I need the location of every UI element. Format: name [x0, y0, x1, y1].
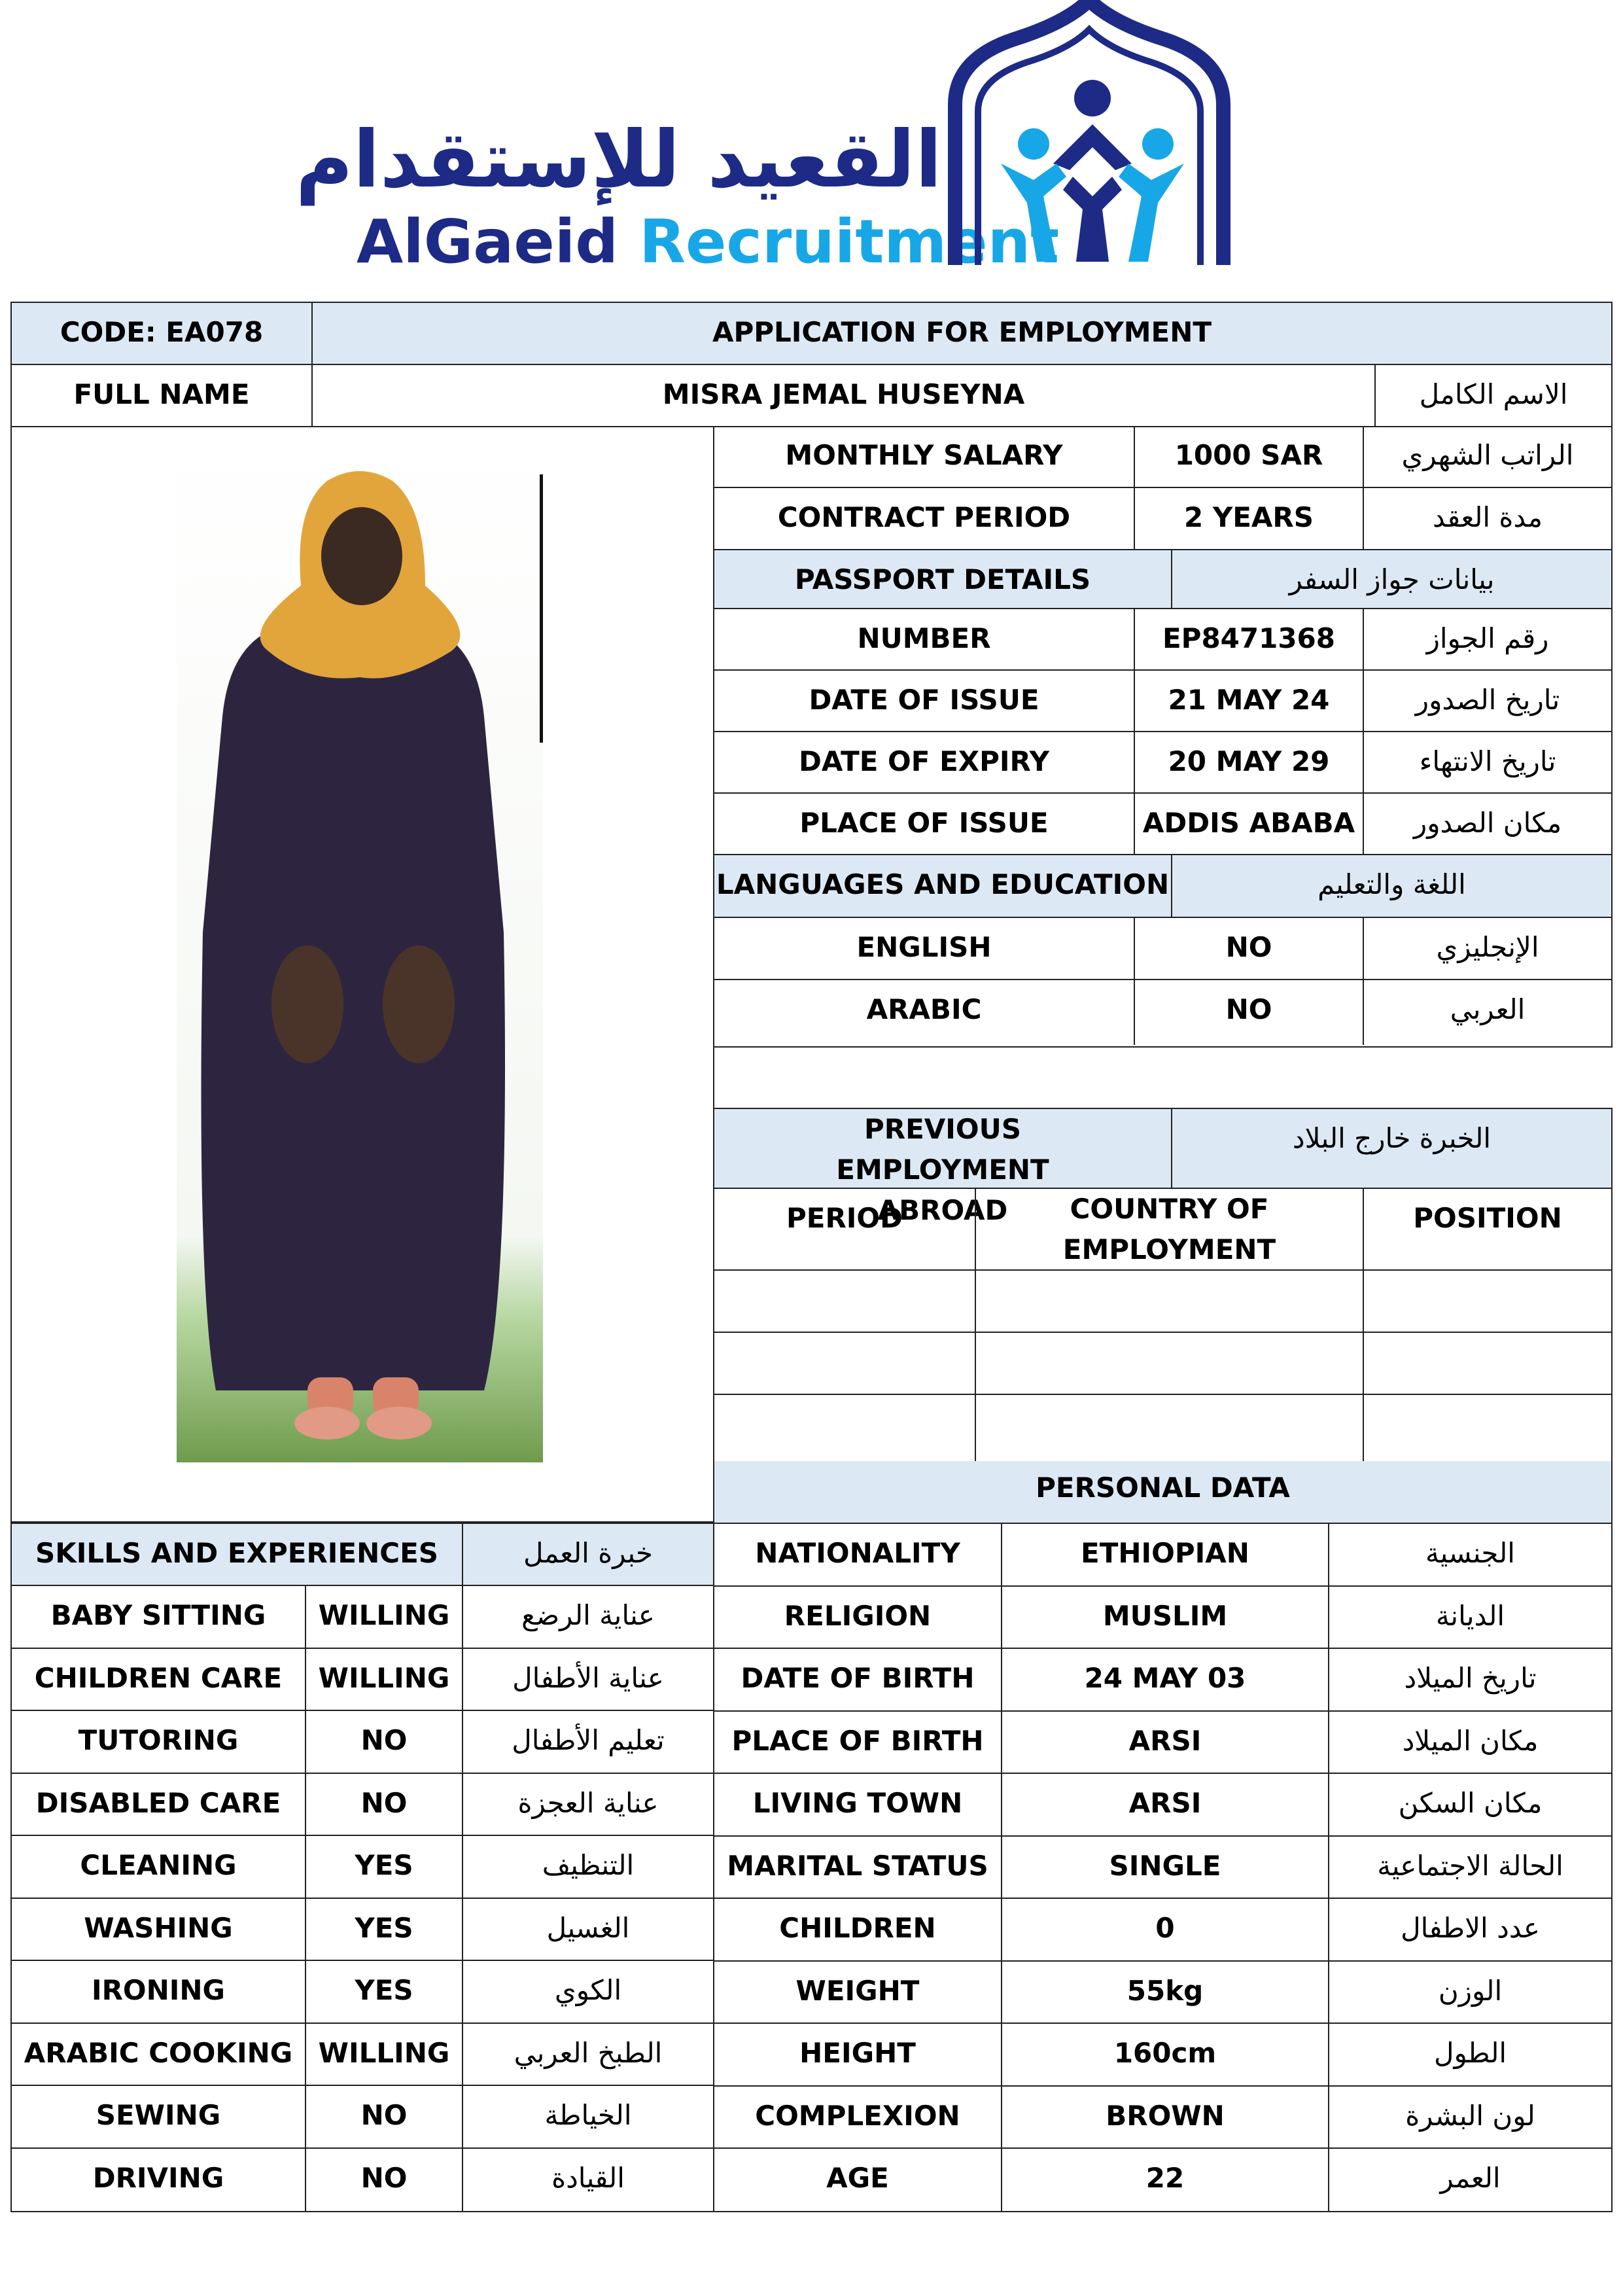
- contract-period-value: 2 YEARS: [1135, 488, 1364, 550]
- previous-employment-table: [713, 1108, 1613, 1462]
- previous-employment-heading: PREVIOUS EMPLOYMENT ABROAD: [714, 1109, 1172, 1189]
- date-of-issue-ar: تاريخ الصدور: [1364, 671, 1611, 732]
- skills-row-value: NO: [306, 2086, 463, 2149]
- personal-row-value: 160cm: [1002, 2024, 1329, 2087]
- personal-row-ar: عدد الاطفال: [1329, 1899, 1611, 1962]
- passport-number-value: EP8471368: [1135, 609, 1364, 671]
- personal-row-label: PLACE OF BIRTH: [714, 1712, 1002, 1775]
- skills-row-value: NO: [306, 1711, 463, 1774]
- employment-row-2-country: [976, 1333, 1364, 1395]
- personal-row-ar: الطول: [1329, 2024, 1611, 2087]
- header-table: [10, 302, 1613, 427]
- monthly-salary-ar: الراتب الشهري: [1364, 426, 1611, 488]
- position-column-header: POSITION: [1364, 1189, 1611, 1271]
- code-cell: CODE: EA078: [12, 303, 313, 365]
- personal-row-ar: تاريخ الميلاد: [1329, 1649, 1611, 1712]
- skills-heading: SKILLS AND EXPERIENCES: [12, 1524, 463, 1586]
- skills-row-label: IRONING: [12, 1961, 306, 2024]
- personal-row-ar: مكان الميلاد: [1329, 1712, 1611, 1775]
- previous-employment-heading-ar: الخبرة خارج البلاد: [1172, 1109, 1611, 1189]
- company-logo-icon: [942, 0, 1243, 268]
- skills-row-ar: الخياطة: [463, 2086, 713, 2149]
- personal-row-label: NATIONALITY: [714, 1524, 1002, 1587]
- contract-period-ar: مدة العقد: [1364, 488, 1611, 550]
- passport-number-ar: رقم الجواز: [1364, 609, 1611, 671]
- english-value: NO: [1135, 918, 1364, 980]
- logo-english-part2: Recruitment: [639, 207, 1060, 277]
- skills-row-label: CHILDREN CARE: [12, 1649, 306, 1712]
- skills-row-ar: عناية العجزة: [463, 1774, 713, 1837]
- date-of-expiry-label: DATE OF EXPIRY: [714, 732, 1135, 794]
- english-label: ENGLISH: [714, 918, 1135, 980]
- personal-row-ar: الديانة: [1329, 1587, 1611, 1650]
- employment-row-2-period: [714, 1333, 976, 1395]
- english-ar: الإنجليزي: [1364, 918, 1611, 980]
- languages-heading: LANGUAGES AND EDUCATION: [714, 855, 1172, 918]
- personal-row-label: AGE: [714, 2149, 1002, 2211]
- personal-row-value: 55kg: [1002, 1962, 1329, 2024]
- arabic-value: NO: [1135, 980, 1364, 1045]
- skills-row-value: NO: [306, 2149, 463, 2211]
- skills-row-label: SEWING: [12, 2086, 306, 2149]
- personal-row-ar: الجنسية: [1329, 1524, 1611, 1587]
- skills-row-value: WILLING: [306, 1586, 463, 1649]
- personal-row-ar: لون البشرة: [1329, 2087, 1611, 2149]
- skills-row-value: YES: [306, 1961, 463, 2024]
- employment-row-3-position: [1364, 1395, 1611, 1461]
- skills-row-ar: تعليم الأطفال: [463, 1711, 713, 1774]
- employment-row-1-position: [1364, 1271, 1611, 1333]
- monthly-salary-value: 1000 SAR: [1135, 426, 1364, 488]
- monthly-salary-label: MONTHLY SALARY: [714, 426, 1135, 488]
- personal-row-label: COMPLEXION: [714, 2087, 1002, 2149]
- personal-row-label: RELIGION: [714, 1587, 1002, 1650]
- arabic-ar: العربي: [1450, 993, 1526, 1025]
- period-column-header: PERIOD: [714, 1189, 976, 1271]
- date-of-issue-label: DATE OF ISSUE: [714, 671, 1135, 732]
- skills-row-ar: الطبخ العربي: [463, 2024, 713, 2087]
- date-of-expiry-value: 20 MAY 29: [1135, 732, 1364, 794]
- personal-row-value: ARSI: [1002, 1774, 1329, 1837]
- passport-number-label: NUMBER: [714, 609, 1135, 671]
- personal-data-table: [713, 1523, 1613, 2212]
- date-of-issue-value: 21 MAY 24: [1135, 671, 1364, 732]
- employment-row-1-country: [976, 1271, 1364, 1333]
- skills-row-ar: عناية الرضع: [463, 1586, 713, 1649]
- skills-row-label: BABY SITTING: [12, 1586, 306, 1649]
- skills-row-ar: الكوي: [463, 1961, 713, 2024]
- personal-row-label: HEIGHT: [714, 2024, 1002, 2087]
- personal-row-value: 0: [1002, 1899, 1329, 1962]
- full-name-label: FULL NAME: [12, 365, 313, 426]
- employment-row-1-period: [714, 1271, 976, 1333]
- passport-heading-ar: بيانات جواز السفر: [1172, 550, 1611, 609]
- personal-row-label: LIVING TOWN: [714, 1774, 1002, 1837]
- personal-row-ar: الوزن: [1329, 1962, 1611, 2024]
- place-of-issue-value: ADDIS ABABA: [1135, 794, 1364, 855]
- full-name-ar: الاسم الكامل: [1419, 378, 1568, 410]
- personal-row-value: ARSI: [1002, 1712, 1329, 1775]
- applicant-photo: [177, 435, 543, 1462]
- logo-arabic-text: القعيد للإستقدام: [295, 115, 942, 205]
- skills-row-value: YES: [306, 1899, 463, 1962]
- personal-row-label: WEIGHT: [714, 1962, 1002, 2024]
- employment-row-3-period: [714, 1395, 976, 1461]
- place-of-issue-label: PLACE OF ISSUE: [714, 794, 1135, 855]
- logo-english-text: [357, 200, 1060, 285]
- skills-row-label: WASHING: [12, 1899, 306, 1962]
- personal-row-ar: الحالة الاجتماعية: [1329, 1837, 1611, 1899]
- skills-row-value: YES: [306, 1836, 463, 1899]
- contract-period-label: CONTRACT PERIOD: [714, 488, 1135, 550]
- employment-row-2-position: [1364, 1333, 1611, 1395]
- skills-row-label: ARABIC COOKING: [12, 2024, 306, 2087]
- personal-row-ar: مكان السكن: [1329, 1774, 1611, 1837]
- skills-table: [10, 1523, 714, 2212]
- personal-row-value: BROWN: [1002, 2087, 1329, 2149]
- skills-row-ar: التنظيف: [463, 1836, 713, 1899]
- skills-row-label: TUTORING: [12, 1711, 306, 1774]
- full-name-value: MISRA JEMAL HUSEYNA: [313, 365, 1376, 426]
- personal-row-value: ETHIOPIAN: [1002, 1524, 1329, 1587]
- skills-heading-ar: خبرة العمل: [463, 1524, 713, 1586]
- personal-row-label: CHILDREN: [714, 1899, 1002, 1962]
- skills-row-label: CLEANING: [12, 1836, 306, 1899]
- skills-row-value: WILLING: [306, 1649, 463, 1712]
- personal-row-value: 22: [1002, 2149, 1329, 2211]
- personal-row-value: 24 MAY 03: [1002, 1649, 1329, 1712]
- skills-row-value: WILLING: [306, 2024, 463, 2087]
- personal-data-heading-box: [713, 1461, 1613, 1524]
- skills-row-label: DISABLED CARE: [12, 1774, 306, 1837]
- passport-heading: PASSPORT DETAILS: [714, 550, 1172, 609]
- personal-data-heading: PERSONAL DATA: [1036, 1472, 1290, 1504]
- personal-row-label: MARITAL STATUS: [714, 1837, 1002, 1899]
- skills-row-ar: القيادة: [551, 2161, 625, 2194]
- logo-english-part1: AlGaeid: [357, 207, 619, 277]
- personal-row-label: DATE OF BIRTH: [714, 1649, 1002, 1712]
- skills-row-label: DRIVING: [12, 2149, 306, 2211]
- details-table: [713, 426, 1613, 1048]
- personal-row-ar: العمر: [1440, 2162, 1501, 2194]
- date-of-expiry-ar: تاريخ الانتهاء: [1364, 732, 1611, 794]
- skills-row-ar: الغسيل: [463, 1899, 713, 1962]
- application-title: APPLICATION FOR EMPLOYMENT: [313, 303, 1611, 365]
- skills-row-value: NO: [306, 1774, 463, 1837]
- personal-row-value: SINGLE: [1002, 1837, 1329, 1899]
- country-column-header: COUNTRY OF EMPLOYMENT: [976, 1189, 1364, 1271]
- personal-row-value: MUSLIM: [1002, 1587, 1329, 1650]
- languages-heading-ar: اللغة والتعليم: [1172, 855, 1611, 918]
- employment-row-3-country: [976, 1395, 1364, 1461]
- arabic-label: ARABIC: [714, 980, 1135, 1045]
- skills-row-ar: عناية الأطفال: [463, 1649, 713, 1712]
- place-of-issue-ar: مكان الصدور: [1364, 794, 1611, 855]
